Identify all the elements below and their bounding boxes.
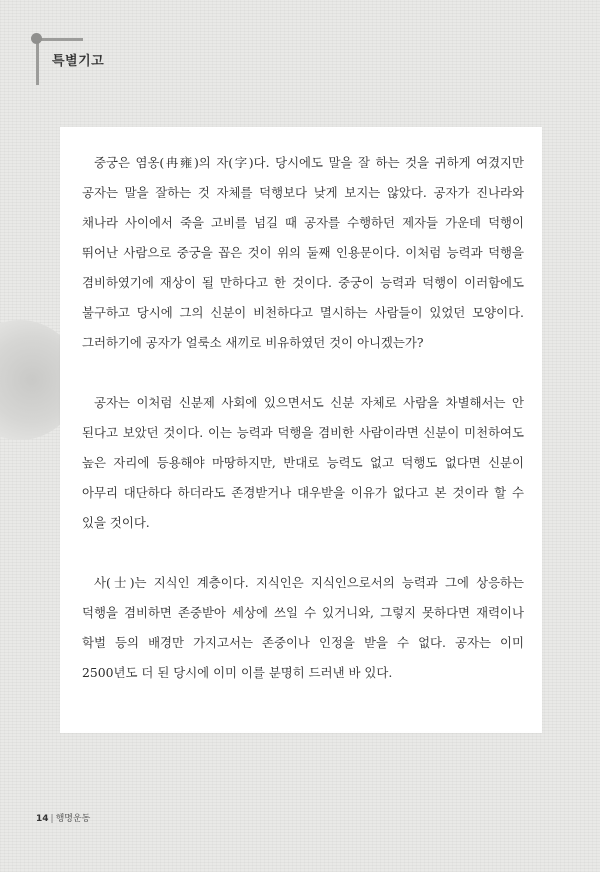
publication-name: 행명운동: [55, 814, 91, 824]
article-paragraph-2: 공자는 이처럼 신분제 사회에 있으면서도 신분 자체로 사람을 차별해서는 안 된다고 보았던 것이다. 이는 능력과 덕행을 겸비한 사람이라면 신분이 미천하여도 높은 자리에 등용해야 마땅하지만, 반대로 능력도 없고 덕행도 없다면 신분이 아무리 대단하다 하더라도 존경받거나 대우받을 이유가 없다고 본 것이라 할 수 있을 것이다.: [82, 395, 524, 530]
article-body: [82, 148, 524, 718]
page-number: 14: [36, 814, 49, 824]
article-paragraph-1: 중궁은 염옹(冉雍)의 자(字)다. 당시에도 말을 잘 하는 것을 귀하게 여겼지만 공자는 말을 잘하는 것 자체를 덕행보다 낮게 보지는 않았다. 공자가 진나라와 채나라 사이에서 죽을 고비를 넘길 때 공자를 수행하던 제자들 가운데 덕행이 뛰어난 사람으로 중궁을 꼽은 것이 위의 둘째 인용문이다. 이처럼 능력과 덕행을 겸비하였기에 재상이 될 만하다고 한 것이다. 중궁이 능력과 덕행이 이러함에도 불구하고 당시에 그의 신분이 비천하다고 멸시하는 사람들이 있었던 모양이다. 그러하기에 공자가 얼룩소 새끼로 비유하였던 것이 아니겠는가?: [82, 155, 524, 350]
section-title: 특별기고: [52, 54, 105, 69]
section-corner-dot: [31, 33, 42, 44]
page-footer: [36, 811, 90, 824]
footer-separator: |: [50, 814, 54, 824]
article-paragraph-3: 사(士)는 지식인 계층이다. 지식인은 지식인으로서의 능력과 그에 상응하는 덕행을 겸비하면 존중받아 세상에 쓰일 수 있거니와, 그렇지 못하다면 재력이나 학벌 등의 배경만 가지고서는 존중이나 인정을 받을 수 없다. 공자는 이미 2500년도 더 된 당시에 이미 이를 분명히 드러낸 바 있다.: [82, 575, 524, 680]
